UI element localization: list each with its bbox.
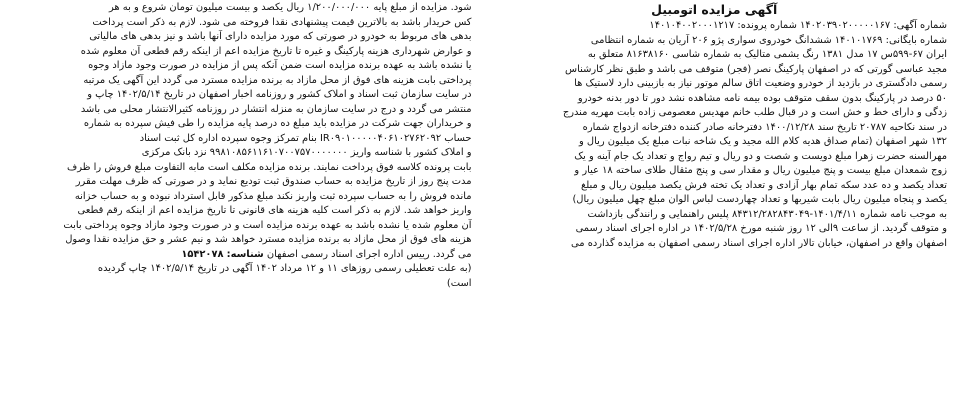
text-line: و عوارض شهرداری هزینه پارکینگ و غیره تا تاریخ مزایده اعم از اینکه رقم قطعی آن معلوم شده [80, 45, 472, 57]
footnote-line: (به علت تعطیلی رسمی روزهای ۱۱ و ۱۲ مرداد ۱۴۰۲ آگهی در تاریخ ۱۴۰۲/۵/۱۴ چاپ گردیده [97, 263, 472, 274]
text-line: اصفهان واقع در اصفهان، خیابان تالار اداره اجرای اسناد رسمی اصفهان به مزایده گذارده می [571, 237, 947, 249]
text-line: واریز خواهد شد. لازم به ذکر است کلیه هزینه های قانونی تا تاریخ مزایده اعم از اینکه رقم قطعی [77, 205, 472, 216]
signature-text: می گردد. رییس اداره اجرای اسناد رسمی اصفهان [266, 248, 472, 260]
notice-left-column [6, 0, 472, 416]
text-line: ۵۰ درصد در پارکینگ بدون سقف متوقف بوده بیمه نامه مشاهده نشد دور تا دور بدنه خودرو [577, 92, 947, 104]
text-line: مدت پنج روز از تاریخ مزایده به حساب صندوق ثبت تودیع نماید و در صورتی که ظرف مهلت مقرر [75, 176, 472, 187]
text-line: یکصد و پنجاه میلیون ریال بابت شیربها و تعداد چهاردست لباس الوان مبلغ چهل میلیون ریال) [572, 194, 947, 205]
text-line: و متوقف گردید. از ساعت ۹الی ۱۲ روز شنبه مورخ ۱۴۰۲/۵/۲۸ در اداره اجرای اسناد رسمی [575, 223, 947, 234]
signature-line [6, 248, 472, 263]
text-line: منتشر می گردد و درج در سایت سازمان به منزله انتشار در روزنامه کثیرالانتشار محلی می باشد [80, 103, 472, 115]
text-line: پرداختی بابت هزینه های فوق از محل مازاد به برنده مزایده مسترد می گردد این آگهی یک مرتبه [83, 74, 472, 86]
text-line: هزینه های فوق از محل مازاد به برنده مزایده مسترد خواهد شد و نیم عشر و حق مزایده نقدا وصول [65, 234, 472, 245]
notice-body-right [482, 19, 948, 251]
text-line: مهرالسنه حضرت زهرا مبلغ دویست و شصت و دو ریال و تیم رواج و تعداد یک جام آینه و یک [574, 150, 947, 162]
notice-title: آگهی مزایده اتومبیل [651, 2, 778, 17]
text-line: بابت پرونده کلاسه فوق پرداخت نمایند. برنده مزایده مکلف است مابه التفاوت مبلغ فروش را ظرف [67, 161, 472, 173]
text-line: آن معلوم شده یا نشده باشد به عهده برنده مزایده است و در صورت وجود مازاد وجوه پرداختی بابت [63, 219, 472, 231]
text-line: ایران ۶۷-۵۹۹س ۱۷ مدل ۱۳۸۱ رنگ یشمی متالیک به شماره شاسی ۸۱۶۳۸۱۶۰ متعلق به [587, 49, 947, 60]
text-line: ۱۳۲ شهر اصفهان (تمام صداق هدیه کلام الله مجید و یک شاخه نبات مبلغ یک میلیون ریال و [579, 136, 947, 147]
signature-id-label: شناسه: [226, 248, 264, 260]
text-line: مانده فروش را به حساب سپرده ثبت واریز نکند مبلغ مذکور قابل استرداد نبوده و به حساب خزانه [74, 190, 472, 202]
text-line: تعداد یکصد و ده عدد سکه تمام بهار آزادی و تعداد یک تخته فرش یکصد میلیون ریال و مبلغ [580, 179, 947, 191]
text-line: در سایت سازمان ثبت اسناد و املاک کشور و روزنامه اخبار اصفهان در تاریخ ۱۴۰۲/۵/۱۴ چاپ و [87, 89, 472, 100]
text-line: شماره بایگانی: ۱۴۰۱۰۱۷۶۹ ششدانگ خودروی سواری پژو ۲۰۶ آریان به شماره انتظامی [590, 34, 947, 46]
text-line: و خریداران جهت شرکت در مزایده باید مبلغ ده درصد پایه مزایده را طی فیش سپرده به شماره [83, 118, 472, 129]
text-line: رسمی دادگستری در بازدید از خودرو وضعیت اتاق سالم موتور نیاز به بازبینی دارد لاستیک ها [574, 78, 947, 89]
text-line: شماره آگهی: ۱۴۰۲۰۳۹۰۲۰۰۰۰۰۱۶۷ شماره پرونده: ۱۴۰۱۰۴۰۰۲۰۰۰۱۲۱۷ [649, 20, 947, 31]
text-line: به موجب نامه شماره ۱۴۰۱/۴/۱۱-۸۴۳۱۲/۲۸۲۸۴۳۰۴۹ پلیس راهنمایی و رانندگی بازداشت [587, 208, 947, 220]
text-line: در سند نکاحیه ۲۰۷۸۷ تاریخ سند ۱۴۰۰/۱۲/۲۸ دفترخانه صادر کننده دفترخانه ازدواج شماره [582, 121, 947, 133]
text-line: مجید عباسی گورتی که در اصفهان پارکینگ نصر (فجر) متوقف می باشد و طبق نظر کارشناس [565, 63, 947, 75]
signature-id-value: ۱۵۴۲۰۷۸ [181, 248, 224, 260]
text-line: زدگی و دارای خط و خش است و در قبال طلب خانم مهدیس معصومی زاده بابت مهریه مندرج [562, 107, 947, 118]
text-line: شود. مزایده از مبلغ پایه ۱/۲۰۰/۰۰۰/۰۰۰ ریال یکصد و بیست میلیون تومان شروع و به هر [108, 2, 472, 13]
text-line: بدهی های مربوط به خودرو در صورتی که مورد مزایده دارای آنها باشد و نیز بدهی های مالیاتی [89, 31, 472, 42]
text-line: حساب IR۰۹۰۱۰۰۰۰۰۴۰۶۱۰۲۷۶۲۰۹۲ بنام تمرکز وجوه سپرده اداره کل ثبت اسناد [139, 132, 472, 144]
text-line: و املاک کشور با شناسه واریز ۹۹۸۱۰۸۵۶۱۱۶۱۰۷۰۰۷۵۷۰۰۰۰۰۰۰ نزد بانک مرکزی [141, 147, 472, 158]
text-line: کس خریدار باشد به بالاترین قیمت پیشنهادی نقدا فروخته می شود. لازم به ذکر است پرداخت [92, 16, 472, 28]
text-line: زوج شمعدان مبلغ بیست و پنج میلیون ریال و مقدار سی و پنج مثقال طلای ساخته ۱۸ عیار و [574, 165, 947, 176]
notice-right-column [482, 0, 948, 416]
text-line: یا نشده باشد به عهده برنده مزایده است ضمن آنکه پس از مزایده در صورت وجود مازاد وجوه [88, 60, 472, 71]
footnote-line: است) [446, 277, 472, 289]
